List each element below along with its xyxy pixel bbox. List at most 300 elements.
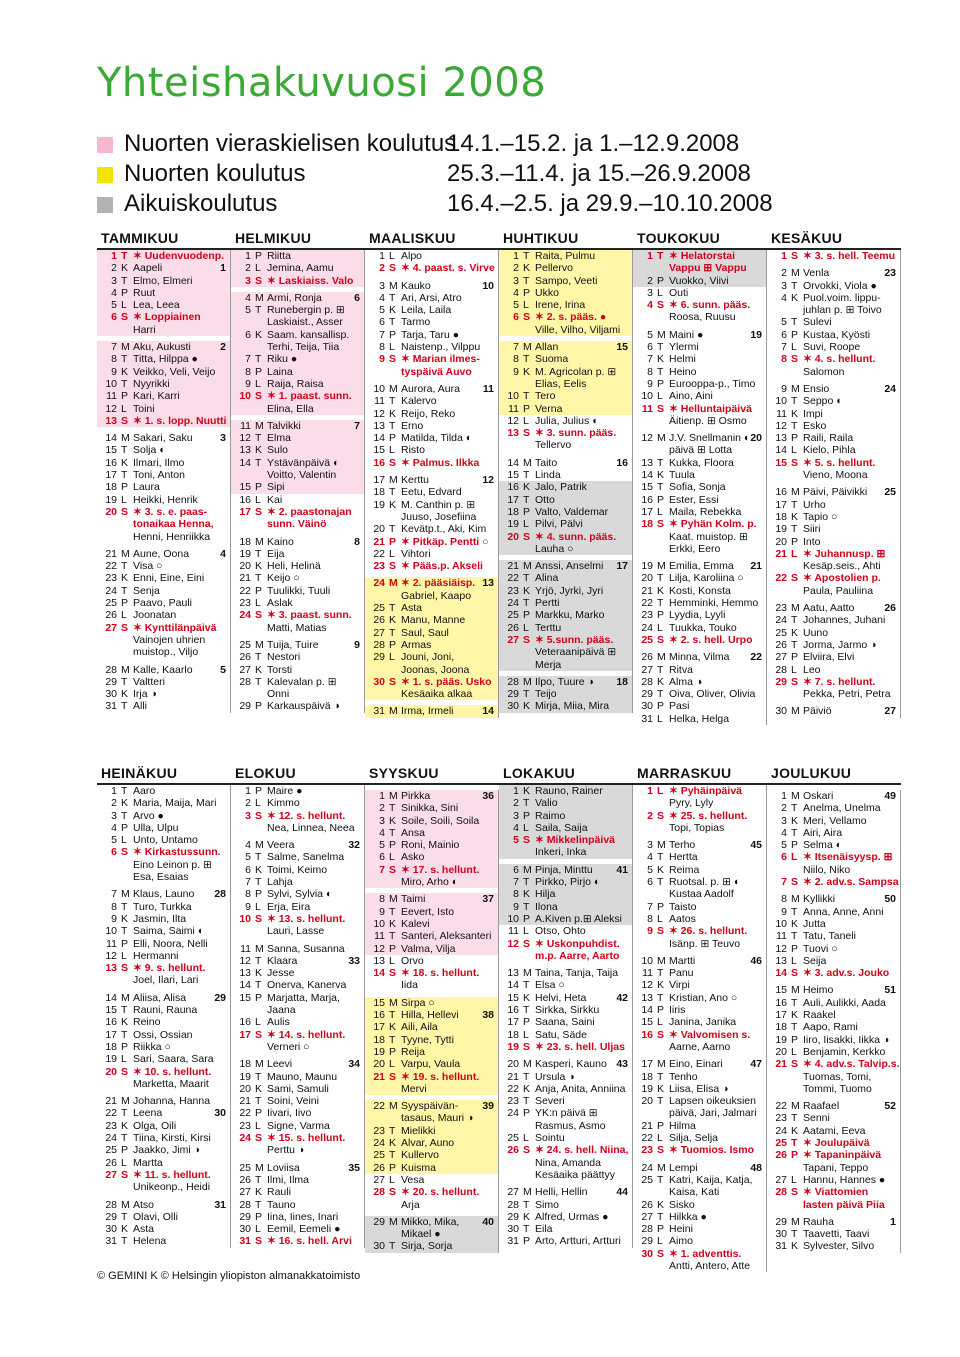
name-day-text: Minna, Vilma: [669, 651, 730, 664]
name-day-text: Taina, Tanja, Taija: [535, 967, 619, 980]
day-list: [767, 790, 901, 1253]
day-row: [97, 481, 230, 493]
name-day-text: ✶ Tapaninpäivä: [803, 1149, 882, 1162]
day-number: 3: [647, 286, 653, 299]
name-day-text: Aune, Oona: [133, 547, 190, 560]
weekday-letter: K: [255, 863, 263, 876]
day-row: [767, 1021, 900, 1033]
day-row: [97, 341, 230, 353]
day-number: 29: [775, 1215, 787, 1228]
day-number: 8: [379, 893, 385, 906]
day-number: 9: [111, 912, 117, 925]
weekday-letter: S: [255, 1028, 263, 1041]
day-number: 8: [781, 893, 787, 906]
day-number: 17: [105, 1028, 117, 1041]
month-header: JOULUKUU: [767, 763, 901, 785]
name-day-text: Pyry, Lyly: [669, 797, 714, 810]
name-day-text: Hilkka ●: [669, 1210, 707, 1223]
name-day-text: Pasi: [669, 700, 690, 713]
week-number: 45: [750, 839, 762, 852]
name-day-text: Arvo ●: [133, 809, 164, 822]
name-day-text: Hilla, Hellevi: [401, 1009, 459, 1022]
weekday-letter: M: [121, 1095, 130, 1108]
weekday-letter: K: [255, 1082, 263, 1095]
name-day-text: Hilja: [535, 888, 556, 901]
day-number: 25: [239, 1161, 251, 1174]
day-row: [231, 622, 364, 634]
week-number: 51: [884, 984, 896, 997]
weekday-letter: M: [657, 1058, 666, 1071]
day-row: [97, 506, 230, 518]
name-day-text: Jaana: [267, 1004, 296, 1017]
day-row: [499, 341, 632, 353]
weekday-letter: P: [657, 609, 665, 622]
day-number: 20: [105, 505, 117, 518]
weekday-letter: T: [121, 785, 128, 797]
day-row: [97, 250, 230, 262]
day-row: [767, 1216, 900, 1228]
weekday-letter: P: [523, 1016, 531, 1029]
weekday-letter: P: [523, 1107, 531, 1120]
name-day-text: Mervi: [401, 1082, 427, 1095]
day-row: [365, 876, 498, 888]
day-number: 4: [245, 291, 251, 304]
day-row: [499, 469, 632, 481]
day-number: 22: [507, 1082, 519, 1095]
day-row: [97, 1041, 230, 1053]
day-number: 15: [239, 481, 251, 494]
name-day-text: Lea, Leea: [133, 299, 180, 312]
week-number: 33: [348, 954, 360, 967]
weekday-letter: T: [523, 572, 530, 585]
month-huhtikuu: [499, 228, 633, 713]
day-row: [767, 688, 900, 700]
day-number: 23: [239, 1119, 251, 1132]
weekday-letter: M: [523, 675, 532, 688]
name-day-text: ✶ 5.sunn. pääs.: [535, 633, 614, 646]
weekday-letter: K: [255, 328, 263, 341]
day-row: [231, 901, 364, 913]
weekday-letter: K: [791, 1124, 799, 1137]
weekday-letter: S: [389, 675, 397, 688]
day-number: 12: [373, 407, 385, 420]
weekday-letter: L: [389, 1058, 395, 1071]
day-number: 19: [373, 498, 385, 511]
name-day-text: Simo: [535, 1198, 559, 1211]
day-row: [767, 705, 900, 717]
day-number: 21: [105, 547, 117, 560]
day-row: [365, 864, 498, 876]
weekday-letter: K: [389, 814, 397, 827]
day-number: 6: [111, 846, 117, 859]
name-day-text: Jutta: [803, 917, 826, 930]
day-number: 9: [781, 382, 787, 395]
weekday-letter: L: [255, 1119, 261, 1132]
day-row: [231, 403, 364, 415]
name-day-text: Soile, Soili, Soila: [401, 814, 480, 827]
weekday-letter: M: [791, 382, 800, 395]
day-row: [365, 705, 498, 717]
weekday-letter: P: [791, 839, 799, 852]
weekday-letter: T: [523, 597, 530, 610]
day-row: [231, 1058, 364, 1070]
name-day-text: Päiviö: [803, 705, 832, 718]
name-day-text: Suvi, Roope: [803, 341, 861, 354]
name-day-text: Tenho: [669, 1070, 698, 1083]
day-number: 28: [105, 1198, 117, 1211]
weekday-letter: K: [389, 917, 397, 930]
weekday-letter: T: [121, 809, 128, 822]
weekday-letter: T: [523, 1223, 530, 1236]
weekday-letter: L: [523, 821, 529, 834]
day-number: 11: [776, 930, 787, 943]
day-number: 14: [105, 991, 117, 1004]
weekday-letter: L: [791, 1173, 797, 1186]
day-number: 8: [513, 353, 519, 366]
day-row: [767, 802, 900, 814]
name-day-text: Heimo: [803, 984, 834, 997]
day-row: [97, 1066, 230, 1078]
day-row: [499, 585, 632, 597]
day-number: 3: [781, 279, 787, 292]
weekday-letter: L: [657, 505, 663, 518]
day-number: 16: [105, 1016, 117, 1029]
weekday-letter: S: [657, 1247, 665, 1260]
name-day-text: Pellervo: [535, 262, 573, 275]
day-number: 12: [775, 419, 787, 432]
day-number: 30: [373, 1240, 385, 1253]
name-day-text: Valto, Valdemar: [535, 505, 609, 518]
weekday-letter: S: [657, 925, 665, 938]
day-row: [231, 797, 364, 809]
day-number: 17: [373, 474, 385, 487]
day-row: [365, 1125, 498, 1137]
day-list: [499, 250, 633, 713]
day-row: [633, 457, 766, 469]
day-row: [499, 1223, 632, 1235]
name-day-text: Klaara: [267, 954, 298, 967]
weekday-letter: L: [389, 1173, 395, 1186]
day-number: 23: [775, 602, 787, 615]
name-day-text: ✶ 2. s. hell. Urpo: [669, 633, 753, 646]
name-day-text: Riikka ○: [133, 1040, 171, 1053]
day-number: 25: [775, 1137, 787, 1150]
name-day-text: Lapsen oikeuksien: [669, 1095, 756, 1108]
day-row: [767, 304, 900, 316]
weekday-letter: S: [255, 274, 263, 287]
day-row: [633, 979, 766, 991]
weekday-letter: S: [657, 809, 665, 822]
name-day-text: Kai: [267, 493, 283, 506]
name-day-text: m.p. Aarre, Aarto: [535, 949, 620, 962]
day-number: 16: [507, 1004, 519, 1017]
day-row: [97, 785, 230, 797]
weekday-letter: P: [523, 505, 531, 518]
weekday-letter: S: [791, 967, 799, 980]
weekday-letter: S: [389, 262, 397, 275]
day-row: [633, 403, 766, 415]
name-day-text: ✶ 3. adv.s. Jouko: [803, 967, 890, 980]
day-number: 10: [239, 912, 251, 925]
weekday-letter: L: [657, 712, 663, 725]
weekday-letter: T: [121, 1028, 128, 1041]
day-row: [633, 688, 766, 700]
day-number: 18: [507, 1028, 519, 1041]
day-number: 31: [105, 1235, 117, 1248]
name-day-text: Titta, Hilppa ●: [133, 353, 198, 366]
day-row: [499, 700, 632, 712]
day-row: [97, 888, 230, 900]
day-number: 30: [641, 700, 653, 713]
day-row: [767, 1162, 900, 1174]
name-day-text: ✶ Kynttilänpäivä: [133, 621, 217, 634]
day-row: [633, 329, 766, 341]
name-day-text: ✶ 4. sunn. pääs.: [535, 530, 617, 543]
weekday-letter: S: [657, 518, 665, 531]
day-row: [499, 888, 632, 900]
name-day-text: Martta: [133, 1156, 163, 1169]
weekday-letter: T: [523, 469, 530, 482]
name-day-text: Hilma: [669, 1119, 696, 1132]
name-day-text: Valtteri: [133, 675, 165, 688]
name-day-text: Vainojen uhrien: [133, 633, 206, 646]
weekday-letter: P: [657, 1119, 665, 1132]
name-day-text: Lahja: [267, 876, 293, 889]
name-day-text: Elmo, Elmeri: [133, 274, 193, 287]
day-number: 11: [240, 942, 251, 955]
weekday-letter: K: [255, 444, 263, 457]
day-number: 26: [105, 609, 117, 622]
name-day-text: Armas: [401, 638, 432, 651]
day-number: 31: [105, 700, 117, 713]
day-row: [499, 287, 632, 299]
day-number: 13: [641, 991, 653, 1004]
weekday-letter: T: [121, 1004, 128, 1017]
day-row: [767, 851, 900, 863]
name-day-text: Vappu ⊞ Vappu: [669, 262, 747, 275]
day-row: [633, 967, 766, 979]
day-row: [231, 913, 364, 925]
day-row: [365, 827, 498, 839]
name-day-text: Sinikka, Sini: [401, 802, 459, 815]
day-number: 9: [647, 377, 653, 390]
weekday-letter: M: [523, 560, 532, 573]
day-row: [365, 688, 498, 700]
weekday-letter: P: [657, 493, 665, 506]
day-row: [97, 810, 230, 822]
day-number: 29: [105, 675, 117, 688]
footer-credit: © GEMINI K © Helsingin yliopiston almanakkatoimisto: [97, 1270, 361, 1282]
day-row: [499, 901, 632, 913]
day-number: 18: [641, 1070, 653, 1083]
day-row: [365, 1021, 498, 1033]
day-row: [365, 614, 498, 626]
day-row: [767, 651, 900, 663]
day-row: [633, 469, 766, 481]
day-number: 25: [775, 626, 787, 639]
weekday-letter: K: [389, 407, 397, 420]
day-number: 20: [373, 1058, 385, 1071]
day-number: 22: [239, 1107, 251, 1120]
weekday-letter: P: [121, 390, 129, 403]
day-row: [97, 1120, 230, 1132]
day-row: [365, 420, 498, 432]
day-row: [767, 943, 900, 955]
day-row: [231, 1120, 364, 1132]
name-day-text: Keijo ○: [267, 572, 300, 585]
name-day-text: ✶ Pitkäp. Pentti ○: [401, 535, 489, 548]
name-day-text: ✶ 3. s. e. paas-: [133, 505, 208, 518]
day-row: [365, 851, 498, 863]
day-number: 24: [105, 1132, 117, 1145]
weekday-letter: P: [791, 942, 799, 955]
weekday-letter: T: [389, 1240, 396, 1253]
name-day-text: Kesäaika päättyy: [535, 1168, 615, 1181]
day-row: [767, 420, 900, 432]
name-day-text: Sanna, Susanna: [267, 942, 345, 955]
legend-row-nuorten: [97, 160, 857, 192]
day-number: 5: [245, 304, 251, 317]
name-day-text: Kauko: [401, 279, 431, 292]
day-row: [767, 341, 900, 353]
weekday-letter: T: [657, 597, 664, 610]
day-number: 28: [507, 675, 519, 688]
name-day-text: Sulevi: [803, 316, 832, 329]
day-row: [767, 1125, 900, 1137]
day-number: 8: [647, 365, 653, 378]
name-day-text: Aatos: [669, 912, 696, 925]
name-day-text: Merja: [535, 658, 562, 671]
day-number: 24: [775, 1124, 787, 1137]
day-row: [97, 457, 230, 469]
weekday-letter: K: [523, 785, 531, 797]
weekday-letter: M: [389, 474, 398, 487]
day-row: [365, 1071, 498, 1083]
name-day-text: Kaino: [267, 535, 294, 548]
name-day-text: Soini, Veini: [267, 1095, 319, 1108]
day-number: 16: [373, 456, 385, 469]
day-number: 14: [641, 1004, 653, 1017]
day-number: 21: [239, 572, 251, 585]
name-day-text: Sointu: [535, 1132, 565, 1145]
name-day-text: Elina, Ella: [267, 402, 314, 415]
month-header: HEINÄKUU: [97, 763, 231, 785]
day-row: [97, 1107, 230, 1119]
name-day-text: Silja, Selja: [669, 1132, 719, 1145]
weekday-letter: P: [791, 328, 799, 341]
day-row: [499, 481, 632, 493]
weekday-letter: T: [121, 584, 128, 597]
day-number: 14: [105, 432, 117, 445]
weekday-letter: T: [523, 1198, 530, 1211]
day-number: 16: [641, 493, 653, 506]
weekday-letter: K: [523, 365, 531, 378]
day-number: 4: [379, 826, 385, 839]
day-row: [97, 1016, 230, 1028]
weekday-letter: K: [791, 291, 799, 304]
weekday-letter: M: [255, 942, 264, 955]
day-number: 4: [513, 286, 519, 299]
day-row: [365, 304, 498, 316]
day-number: 9: [379, 905, 385, 918]
weekday-letter: P: [255, 584, 263, 597]
weekday-letter: T: [657, 1095, 664, 1108]
name-day-text: Raakel: [803, 1009, 836, 1022]
month-header: ELOKUU: [231, 763, 365, 785]
name-day-text: Kullervo: [401, 1149, 439, 1162]
name-day-text: Kasperi, Kauno: [535, 1058, 607, 1071]
day-number: 11: [641, 402, 653, 415]
weekday-letter: M: [791, 267, 800, 280]
day-row: [97, 262, 230, 274]
weekday-letter: T: [791, 614, 798, 627]
day-row: [767, 955, 900, 967]
day-row: [767, 366, 900, 378]
weekday-letter: P: [121, 286, 129, 299]
day-number: 26: [373, 1161, 385, 1174]
day-row: [767, 906, 900, 918]
day-row: [231, 1132, 364, 1144]
day-row: [97, 664, 230, 676]
name-day-text: Pinja, Minttu: [535, 863, 593, 876]
weekday-letter: T: [121, 700, 128, 713]
day-row: [633, 341, 766, 353]
day-number: 20: [373, 523, 385, 536]
day-number: 23: [641, 609, 653, 622]
day-number: 1: [111, 250, 117, 262]
name-day-text: Tommi, Tuomo: [803, 1082, 872, 1095]
name-day-text: Kari, Karri: [133, 390, 180, 403]
day-row: [365, 1186, 498, 1198]
day-row: [97, 1053, 230, 1065]
name-day-text: ✶ 4. s. hellunt.: [803, 353, 876, 366]
name-day-text: Kustaa Aadolf: [669, 888, 734, 901]
weekday-letter: T: [791, 1021, 798, 1034]
name-day-text: Aulis: [267, 1016, 290, 1029]
weekday-letter: S: [121, 311, 129, 324]
day-number: 21: [373, 535, 385, 548]
month-header: LOKAKUU: [499, 763, 633, 785]
day-row: [767, 1034, 900, 1046]
day-number: 5: [781, 316, 787, 329]
weekday-letter: M: [791, 602, 800, 615]
weekday-letter: T: [791, 1228, 798, 1241]
weekday-letter: K: [121, 1119, 129, 1132]
name-day-text: Anelma, Unelma: [803, 802, 881, 815]
day-row: [231, 839, 364, 851]
name-day-text: Orvokki, Viola ●: [803, 279, 877, 292]
name-day-text: Helka, Helga: [669, 712, 730, 725]
name-day-text: Tuukka, Touko: [669, 621, 737, 634]
day-row: [365, 955, 498, 967]
day-row: [633, 810, 766, 822]
name-day-text: Sari, Saara, Sara: [133, 1053, 214, 1066]
day-number: 7: [379, 328, 385, 341]
weekday-letter: M: [255, 1161, 264, 1174]
day-row: [97, 938, 230, 950]
day-number: 30: [105, 1223, 117, 1236]
day-row: [97, 974, 230, 986]
day-number: 9: [513, 900, 519, 913]
day-row: [767, 548, 900, 560]
day-number: 16: [507, 481, 519, 494]
day-row: [633, 992, 766, 1004]
day-row: [97, 688, 230, 700]
day-row: [633, 1235, 766, 1247]
day-row: [231, 785, 364, 797]
name-day-text: ✶ 15. s. hellunt.: [267, 1132, 346, 1145]
day-row: [499, 1144, 632, 1156]
